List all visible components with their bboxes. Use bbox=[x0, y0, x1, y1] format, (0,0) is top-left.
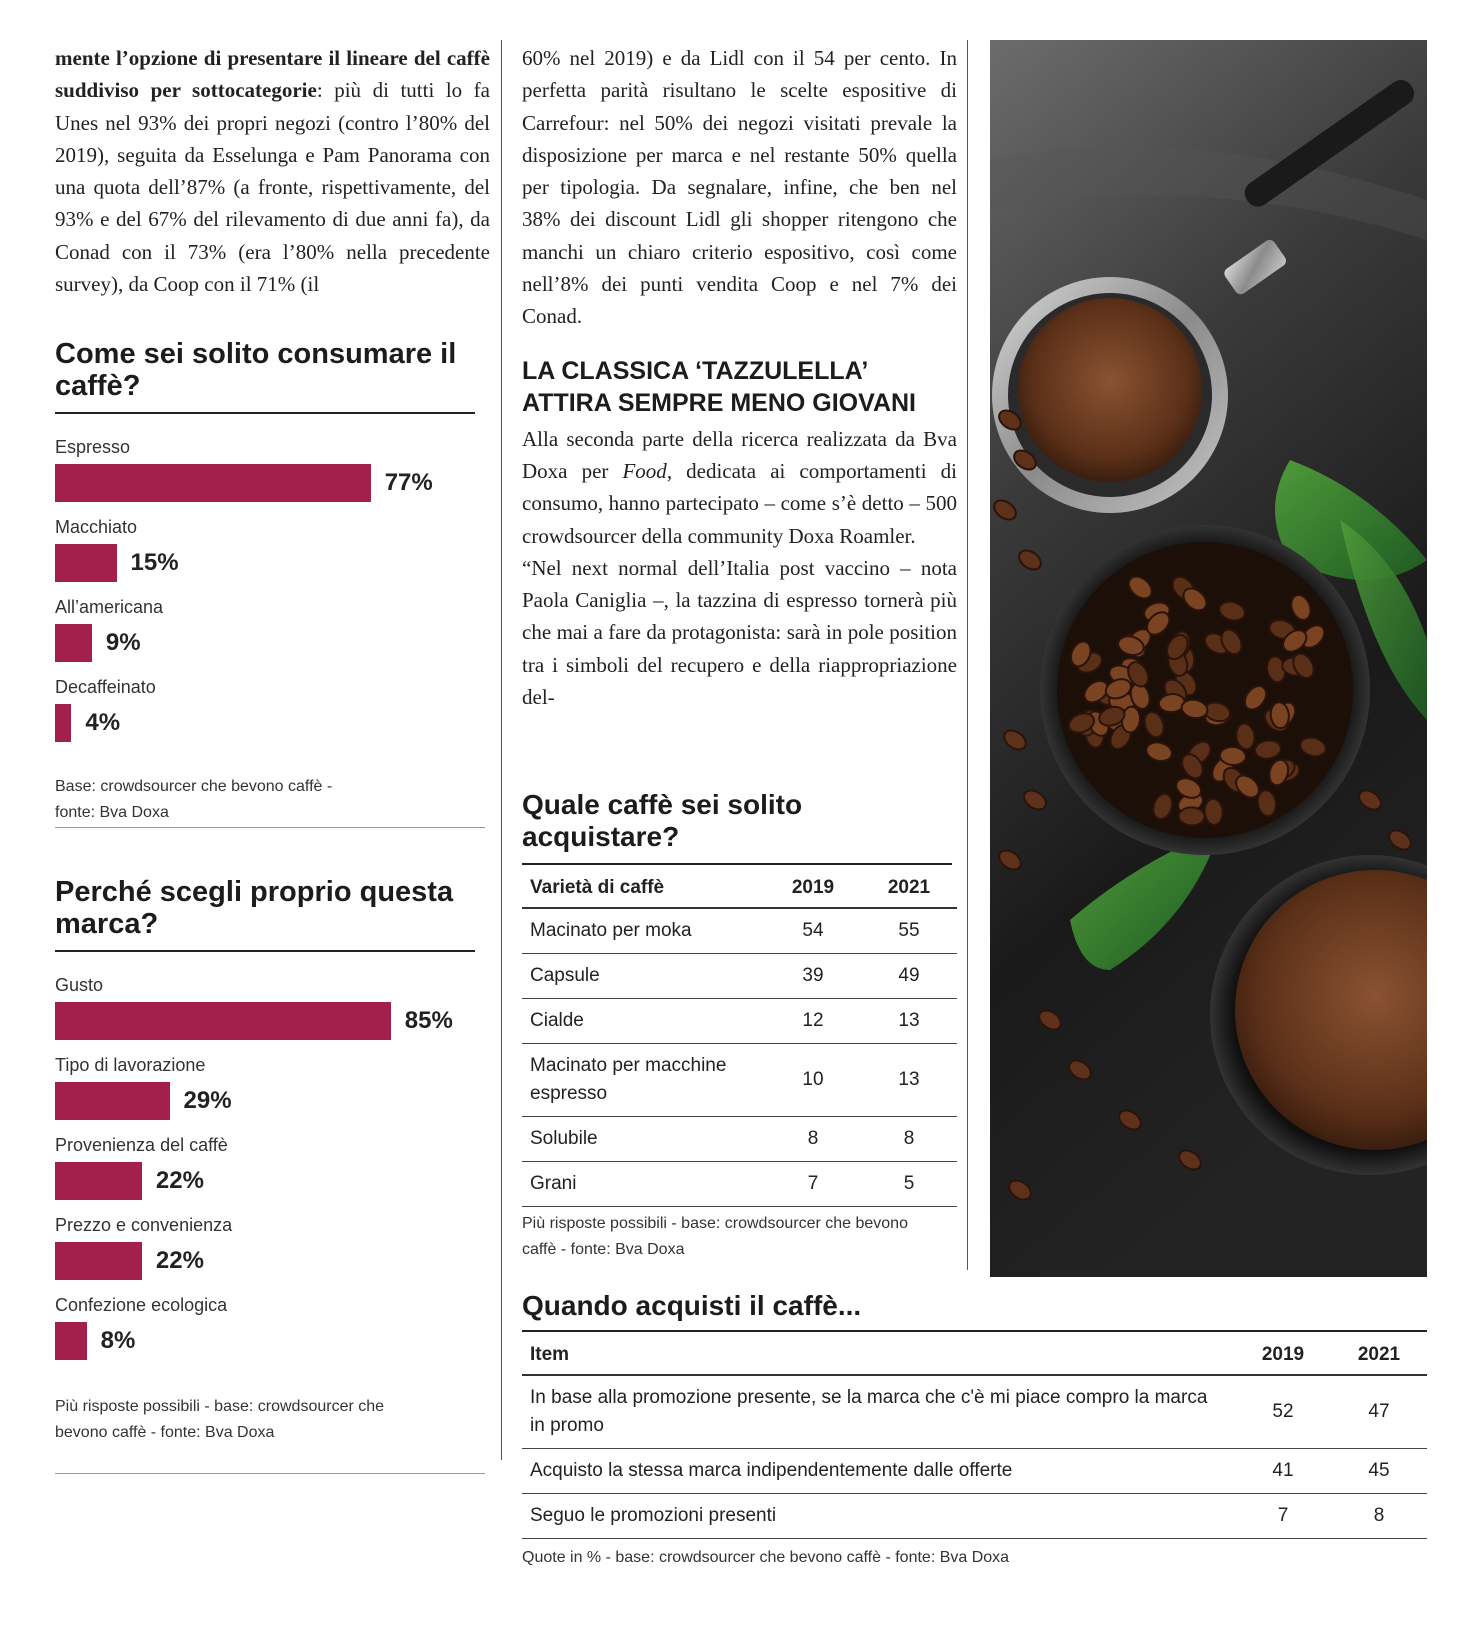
body-paragraph bbox=[522, 423, 957, 552]
bar-value: 9% bbox=[105, 629, 141, 657]
column-header: Varietà di caffè bbox=[522, 865, 765, 908]
cell-value: 39 bbox=[765, 954, 861, 999]
cell-value: 8 bbox=[861, 1117, 957, 1162]
bar-label: Prezzo e convenienza bbox=[55, 1215, 233, 1236]
row-label: Grani bbox=[522, 1162, 765, 1207]
bar-row bbox=[55, 1242, 490, 1280]
bar-item bbox=[55, 436, 490, 502]
column-divider bbox=[967, 40, 968, 1270]
bar-row bbox=[55, 464, 490, 502]
bar-list bbox=[55, 974, 490, 1360]
cell-value: 8 bbox=[1331, 1494, 1427, 1539]
cell-value: 7 bbox=[765, 1162, 861, 1207]
source-divider bbox=[55, 827, 485, 828]
table-title: Quale caffè sei solito acquistare? bbox=[522, 789, 952, 865]
row-label: Capsule bbox=[522, 954, 765, 999]
purchase-behaviour-table bbox=[522, 1290, 1427, 1571]
table-source: Più risposte possibili - base: crowdsourcer che bevono caffè - fonte: Bva Doxa bbox=[522, 1215, 908, 1259]
body-paragraph: 60% nel 2019) e da Lidl con il 54 per cento. In perfetta parità risultano le scelte espositive di Carrefour: nel 50% dei negozi visitati prevale la disposizione per marca e nel restante 50% quella per tipologia. Da segnalare, infine, che ben nel 38% dei discount Lidl gli shopper ritengono che manchi un chiaro criterio espositivo, così come nell’8% dei punti vendita Coop e nel 7% dei Conad. bbox=[522, 46, 957, 329]
cell-value: 7 bbox=[1235, 1494, 1331, 1539]
bar-label: Provenienza del caffè bbox=[55, 1135, 228, 1156]
column-header: 2019 bbox=[1235, 1332, 1331, 1375]
data-table bbox=[522, 865, 957, 1207]
row-label: Seguo le promozioni presenti bbox=[522, 1494, 1235, 1539]
bar-value: 4% bbox=[85, 709, 121, 737]
text: Alla seconda parte della ricerca realizzata da Bva Doxa per bbox=[522, 426, 957, 483]
cell-value: 12 bbox=[765, 999, 861, 1044]
bar-row bbox=[55, 1002, 490, 1040]
table-header-row bbox=[522, 1332, 1427, 1375]
bar-value: 22% bbox=[155, 1167, 204, 1195]
bar bbox=[55, 1162, 142, 1200]
cell-value: 5 bbox=[861, 1162, 957, 1207]
table-title: Quando acquisti il caffè... bbox=[522, 1290, 1427, 1332]
chart-title: Perché scegli proprio questa marca? bbox=[55, 876, 475, 952]
bar-item bbox=[55, 596, 490, 662]
bar-row bbox=[55, 1322, 490, 1360]
bar-list bbox=[55, 436, 490, 742]
middle-column bbox=[522, 42, 957, 1263]
row-label: Macinato per macchine espresso bbox=[522, 1044, 765, 1117]
bar-item bbox=[55, 516, 490, 582]
bar-label: Tipo di lavorazione bbox=[55, 1055, 206, 1076]
heading-line: ATTIRA SEMPRE MENO GIOVANI bbox=[522, 388, 916, 417]
table-row bbox=[522, 1117, 957, 1162]
table-source: Quote in % - base: crowdsourcer che bevono caffè - fonte: Bva Doxa bbox=[522, 1549, 1010, 1566]
heading-line: LA CLASSICA ‘TAZZULELLA’ bbox=[522, 356, 869, 385]
bar-value: 29% bbox=[183, 1087, 232, 1115]
cell-value: 54 bbox=[765, 908, 861, 954]
row-label: Macinato per moka bbox=[522, 908, 765, 954]
bar-item bbox=[55, 1054, 490, 1120]
column-header: 2021 bbox=[861, 865, 957, 908]
column-header: Item bbox=[522, 1332, 1235, 1375]
cell-value: 45 bbox=[1331, 1449, 1427, 1494]
bar-label: Confezione ecologica bbox=[55, 1295, 228, 1316]
bar bbox=[55, 1322, 87, 1360]
bar-item bbox=[55, 974, 490, 1040]
bar bbox=[55, 1242, 142, 1280]
bar-value: 8% bbox=[100, 1327, 136, 1355]
row-label: Acquisto la stessa marca indipendentemente dalle offerte bbox=[522, 1449, 1235, 1494]
cell-value: 52 bbox=[1235, 1375, 1331, 1449]
table-row bbox=[522, 908, 957, 954]
cell-value: 10 bbox=[765, 1044, 861, 1117]
bar-label: All’americana bbox=[55, 597, 164, 618]
consumption-chart bbox=[55, 338, 490, 826]
data-table bbox=[522, 1332, 1427, 1539]
column-header: 2021 bbox=[1331, 1332, 1427, 1375]
table-row bbox=[522, 1162, 957, 1207]
chart-title: Come sei solito consumare il caffè? bbox=[55, 338, 475, 414]
intro-text: : più di tutti lo fa Unes nel 93% dei propri negozi (contro l’80% del 2019), seguita da Esselunga e Pam Panorama con una quota dell’87% (a fronte, rispettivamente, del 93% e del 67% del rilevamento di due anni fa), da Conad con il 73% (era l’80% nella precedente survey), da Coop con il 71% (il bbox=[55, 78, 491, 297]
table-row bbox=[522, 1449, 1427, 1494]
cell-value: 13 bbox=[861, 999, 957, 1044]
bar bbox=[55, 1002, 391, 1040]
bar-value: 15% bbox=[130, 549, 179, 577]
row-label: Solubile bbox=[522, 1117, 765, 1162]
source-divider bbox=[55, 1473, 485, 1474]
bar bbox=[55, 544, 117, 582]
table-row bbox=[522, 1044, 957, 1117]
bar-row bbox=[55, 1082, 490, 1120]
cell-value: 47 bbox=[1331, 1375, 1427, 1449]
bar-value: 77% bbox=[384, 469, 433, 497]
intro-bold-text: mente l’opzione di presentare il lineare del caffè suddiviso per sottocategorie bbox=[55, 46, 490, 103]
chart-source: Più risposte possibili - base: crowdsourcer che bevono caffè - fonte: Bva Doxa bbox=[55, 1398, 385, 1442]
bar bbox=[55, 1082, 170, 1120]
purchase-type-table bbox=[522, 789, 957, 1263]
cell-value: 49 bbox=[861, 954, 957, 999]
bar bbox=[55, 464, 371, 502]
section-heading bbox=[522, 355, 957, 419]
table-row bbox=[522, 1494, 1427, 1539]
intro-paragraph bbox=[55, 42, 490, 300]
left-column bbox=[55, 42, 490, 1446]
cell-value: 13 bbox=[861, 1044, 957, 1117]
bar-item bbox=[55, 676, 490, 742]
bar-row bbox=[55, 704, 490, 742]
row-label: In base alla promozione presente, se la marca che c'è mi piace compro la marca in promo bbox=[522, 1375, 1235, 1449]
table-row bbox=[522, 1375, 1427, 1449]
table-header-row bbox=[522, 865, 957, 908]
bar-value: 22% bbox=[155, 1247, 204, 1275]
chart-source: Base: crowdsourcer che bevono caffè - fonte: Bva Doxa bbox=[55, 778, 333, 822]
text: , dedicata ai comportamenti di consumo, hanno partecipato – come s’è detto – 500 crowdsourcer della community Doxa Roamler. bbox=[522, 458, 957, 548]
cell-value: 55 bbox=[861, 908, 957, 954]
table-row bbox=[522, 999, 957, 1044]
bar-label: Macchiato bbox=[55, 517, 138, 538]
bar-label: Espresso bbox=[55, 437, 131, 458]
column-header: 2019 bbox=[765, 865, 861, 908]
cell-value: 8 bbox=[765, 1117, 861, 1162]
cell-value: 41 bbox=[1235, 1449, 1331, 1494]
bar bbox=[55, 624, 92, 662]
italic-text: Food bbox=[622, 458, 667, 483]
bar-label: Gusto bbox=[55, 975, 104, 996]
brand-choice-chart bbox=[55, 876, 490, 1446]
bar bbox=[55, 704, 71, 742]
bar-row bbox=[55, 544, 490, 582]
bar-item bbox=[55, 1294, 490, 1360]
table-row bbox=[522, 954, 957, 999]
column-divider bbox=[501, 40, 502, 1460]
bar-label: Decaffeinato bbox=[55, 677, 156, 698]
coffee-photo bbox=[990, 40, 1427, 1277]
row-label: Cialde bbox=[522, 999, 765, 1044]
bar-row bbox=[55, 1162, 490, 1200]
bar-item bbox=[55, 1134, 490, 1200]
body-paragraph: “Nel next normal dell’Italia post vaccino – nota Paola Caniglia –, la tazzina di espresso tornerà più che mai a fare da protagonista: sarà in pole position tra i simboli del recupero e della riappropriazione del- bbox=[522, 555, 957, 710]
bar-item bbox=[55, 1214, 490, 1280]
bar-row bbox=[55, 624, 490, 662]
bar-value: 85% bbox=[404, 1007, 453, 1035]
